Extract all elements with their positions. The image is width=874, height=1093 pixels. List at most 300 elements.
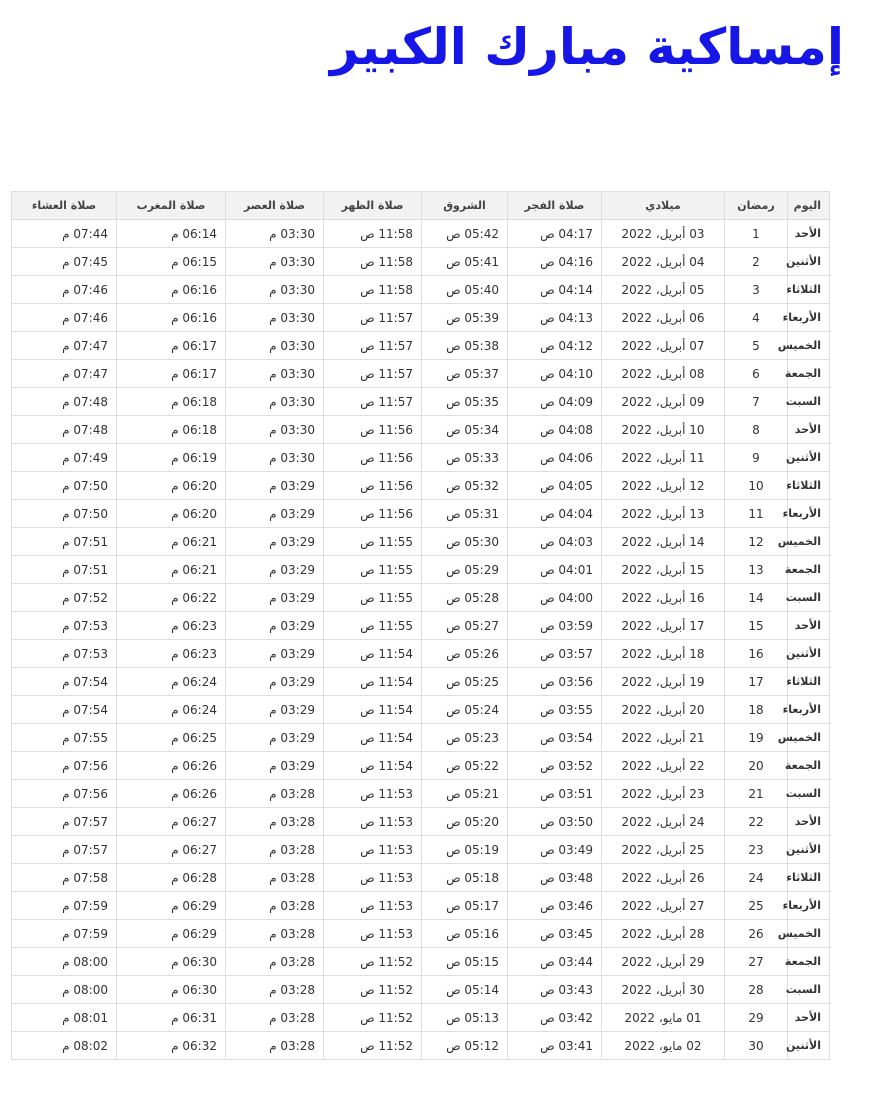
maghrib-cell: 06:28 م — [117, 864, 226, 892]
ramadan-day-cell: 14 — [725, 584, 788, 612]
table-row — [12, 248, 830, 276]
gregorian-date-cell: 19 أبريل، 2022 — [602, 668, 725, 696]
day-cell: الأحد — [788, 220, 830, 248]
isha-cell: 07:53 م — [12, 640, 117, 668]
gregorian-date-cell: 26 أبريل، 2022 — [602, 864, 725, 892]
ramadan-day-cell: 22 — [725, 808, 788, 836]
fajr-cell: 03:50 ص — [508, 808, 602, 836]
isha-cell: 07:44 م — [12, 220, 117, 248]
ramadan-day-cell: 30 — [725, 1032, 788, 1060]
maghrib-cell: 06:20 م — [117, 472, 226, 500]
day-cell: السبت — [788, 780, 830, 808]
ramadan-day-cell: 4 — [725, 304, 788, 332]
ramadan-day-cell: 26 — [725, 920, 788, 948]
maghrib-cell: 06:32 م — [117, 1032, 226, 1060]
fajr-cell: 04:17 ص — [508, 220, 602, 248]
table-row — [12, 388, 830, 416]
sunrise-cell: 05:42 ص — [422, 220, 508, 248]
gregorian-date-cell: 08 أبريل، 2022 — [602, 360, 725, 388]
day-cell: الجمعة — [788, 556, 830, 584]
table-row — [12, 500, 830, 528]
fajr-cell: 03:57 ص — [508, 640, 602, 668]
gregorian-date-cell: 06 أبريل، 2022 — [602, 304, 725, 332]
asr-cell: 03:30 م — [226, 248, 324, 276]
day-cell: الجمعة — [788, 752, 830, 780]
sunrise-cell: 05:39 ص — [422, 304, 508, 332]
isha-cell: 07:59 م — [12, 892, 117, 920]
table-row — [12, 416, 830, 444]
asr-cell: 03:29 م — [226, 528, 324, 556]
isha-cell: 08:02 م — [12, 1032, 117, 1060]
isha-cell: 07:46 م — [12, 304, 117, 332]
gregorian-date-cell: 22 أبريل، 2022 — [602, 752, 725, 780]
maghrib-cell: 06:16 م — [117, 276, 226, 304]
isha-cell: 07:56 م — [12, 780, 117, 808]
ramadan-day-cell: 29 — [725, 1004, 788, 1032]
table-row — [12, 612, 830, 640]
table-row — [12, 920, 830, 948]
fajr-cell: 03:43 ص — [508, 976, 602, 1004]
day-cell: الأحد — [788, 612, 830, 640]
prayer-times-table — [11, 191, 830, 1060]
fajr-cell: 03:55 ص — [508, 696, 602, 724]
ramadan-day-cell: 2 — [725, 248, 788, 276]
asr-cell: 03:29 م — [226, 752, 324, 780]
day-cell: الأحد — [788, 808, 830, 836]
gregorian-date-cell: 27 أبريل، 2022 — [602, 892, 725, 920]
isha-cell: 08:00 م — [12, 976, 117, 1004]
sunrise-cell: 05:40 ص — [422, 276, 508, 304]
fajr-cell: 04:09 ص — [508, 388, 602, 416]
isha-cell: 07:54 م — [12, 696, 117, 724]
day-cell: الأثنين — [788, 640, 830, 668]
maghrib-cell: 06:18 م — [117, 416, 226, 444]
maghrib-cell: 06:26 م — [117, 752, 226, 780]
gregorian-date-cell: 07 أبريل، 2022 — [602, 332, 725, 360]
isha-cell: 07:58 م — [12, 864, 117, 892]
dhuhr-cell: 11:56 ص — [324, 500, 422, 528]
maghrib-cell: 06:27 م — [117, 836, 226, 864]
gregorian-date-cell: 14 أبريل، 2022 — [602, 528, 725, 556]
maghrib-cell: 06:19 م — [117, 444, 226, 472]
table-row — [12, 696, 830, 724]
fajr-cell: 04:14 ص — [508, 276, 602, 304]
maghrib-cell: 06:24 م — [117, 696, 226, 724]
maghrib-cell: 06:29 م — [117, 892, 226, 920]
header-sunrise: الشروق — [422, 192, 508, 220]
isha-cell: 07:46 م — [12, 276, 117, 304]
sunrise-cell: 05:14 ص — [422, 976, 508, 1004]
table-row — [12, 724, 830, 752]
table-row — [12, 640, 830, 668]
isha-cell: 07:48 م — [12, 416, 117, 444]
dhuhr-cell: 11:58 ص — [324, 276, 422, 304]
sunrise-cell: 05:21 ص — [422, 780, 508, 808]
dhuhr-cell: 11:52 ص — [324, 976, 422, 1004]
gregorian-date-cell: 02 مايو، 2022 — [602, 1032, 725, 1060]
table-row — [12, 836, 830, 864]
maghrib-cell: 06:20 م — [117, 500, 226, 528]
maghrib-cell: 06:30 م — [117, 948, 226, 976]
table-row — [12, 304, 830, 332]
gregorian-date-cell: 03 أبريل، 2022 — [602, 220, 725, 248]
dhuhr-cell: 11:52 ص — [324, 948, 422, 976]
gregorian-date-cell: 01 مايو، 2022 — [602, 1004, 725, 1032]
sunrise-cell: 05:37 ص — [422, 360, 508, 388]
fajr-cell: 03:51 ص — [508, 780, 602, 808]
table-row — [12, 584, 830, 612]
day-cell: الخميس — [788, 332, 830, 360]
fajr-cell: 04:16 ص — [508, 248, 602, 276]
dhuhr-cell: 11:55 ص — [324, 584, 422, 612]
dhuhr-cell: 11:56 ص — [324, 444, 422, 472]
maghrib-cell: 06:24 م — [117, 668, 226, 696]
sunrise-cell: 05:17 ص — [422, 892, 508, 920]
ramadan-day-cell: 18 — [725, 696, 788, 724]
day-cell: الثلاثاء — [788, 668, 830, 696]
isha-cell: 07:57 م — [12, 836, 117, 864]
day-cell: الأربعاء — [788, 696, 830, 724]
isha-cell: 07:55 م — [12, 724, 117, 752]
asr-cell: 03:29 م — [226, 668, 324, 696]
ramadan-day-cell: 3 — [725, 276, 788, 304]
asr-cell: 03:29 م — [226, 472, 324, 500]
day-cell: الثلاثاء — [788, 276, 830, 304]
gregorian-date-cell: 12 أبريل، 2022 — [602, 472, 725, 500]
gregorian-date-cell: 05 أبريل، 2022 — [602, 276, 725, 304]
maghrib-cell: 06:17 م — [117, 360, 226, 388]
ramadan-day-cell: 15 — [725, 612, 788, 640]
sunrise-cell: 05:41 ص — [422, 248, 508, 276]
table-row — [12, 556, 830, 584]
table-row — [12, 472, 830, 500]
page-title: إمساكية مبارك الكبير — [329, 18, 844, 76]
sunrise-cell: 05:22 ص — [422, 752, 508, 780]
maghrib-cell: 06:15 م — [117, 248, 226, 276]
maghrib-cell: 06:14 م — [117, 220, 226, 248]
asr-cell: 03:29 م — [226, 724, 324, 752]
maghrib-cell: 06:16 م — [117, 304, 226, 332]
gregorian-date-cell: 24 أبريل، 2022 — [602, 808, 725, 836]
dhuhr-cell: 11:53 ص — [324, 920, 422, 948]
asr-cell: 03:30 م — [226, 360, 324, 388]
day-cell: الأحد — [788, 416, 830, 444]
day-cell: الأثنين — [788, 248, 830, 276]
prayer-times-table-container — [11, 191, 829, 1060]
gregorian-date-cell: 09 أبريل، 2022 — [602, 388, 725, 416]
dhuhr-cell: 11:53 ص — [324, 864, 422, 892]
day-cell: السبت — [788, 976, 830, 1004]
isha-cell: 07:48 م — [12, 388, 117, 416]
ramadan-day-cell: 27 — [725, 948, 788, 976]
sunrise-cell: 05:25 ص — [422, 668, 508, 696]
asr-cell: 03:29 م — [226, 696, 324, 724]
isha-cell: 07:47 م — [12, 332, 117, 360]
dhuhr-cell: 11:54 ص — [324, 640, 422, 668]
asr-cell: 03:28 م — [226, 780, 324, 808]
ramadan-day-cell: 23 — [725, 836, 788, 864]
table-row — [12, 668, 830, 696]
header-fajr: صلاة الفجر — [508, 192, 602, 220]
maghrib-cell: 06:22 م — [117, 584, 226, 612]
fajr-cell: 04:05 ص — [508, 472, 602, 500]
asr-cell: 03:28 م — [226, 864, 324, 892]
asr-cell: 03:28 م — [226, 920, 324, 948]
ramadan-day-cell: 6 — [725, 360, 788, 388]
maghrib-cell: 06:30 م — [117, 976, 226, 1004]
sunrise-cell: 05:26 ص — [422, 640, 508, 668]
asr-cell: 03:28 م — [226, 976, 324, 1004]
dhuhr-cell: 11:53 ص — [324, 836, 422, 864]
header-gregorian: ميلادي — [602, 192, 725, 220]
maghrib-cell: 06:17 م — [117, 332, 226, 360]
asr-cell: 03:30 م — [226, 276, 324, 304]
header-asr: صلاة العصر — [226, 192, 324, 220]
asr-cell: 03:30 م — [226, 388, 324, 416]
isha-cell: 07:47 م — [12, 360, 117, 388]
asr-cell: 03:30 م — [226, 220, 324, 248]
sunrise-cell: 05:34 ص — [422, 416, 508, 444]
isha-cell: 07:45 م — [12, 248, 117, 276]
dhuhr-cell: 11:52 ص — [324, 1004, 422, 1032]
header-isha: صلاة العشاء — [12, 192, 117, 220]
table-row — [12, 220, 830, 248]
sunrise-cell: 05:16 ص — [422, 920, 508, 948]
isha-cell: 08:01 م — [12, 1004, 117, 1032]
maghrib-cell: 06:29 م — [117, 920, 226, 948]
sunrise-cell: 05:24 ص — [422, 696, 508, 724]
fajr-cell: 03:49 ص — [508, 836, 602, 864]
fajr-cell: 03:45 ص — [508, 920, 602, 948]
dhuhr-cell: 11:53 ص — [324, 892, 422, 920]
gregorian-date-cell: 23 أبريل، 2022 — [602, 780, 725, 808]
day-cell: الجمعة — [788, 948, 830, 976]
isha-cell: 07:52 م — [12, 584, 117, 612]
fajr-cell: 03:54 ص — [508, 724, 602, 752]
table-header-row — [12, 192, 830, 220]
asr-cell: 03:28 م — [226, 1032, 324, 1060]
day-cell: الأربعاء — [788, 304, 830, 332]
ramadan-day-cell: 9 — [725, 444, 788, 472]
asr-cell: 03:28 م — [226, 808, 324, 836]
dhuhr-cell: 11:52 ص — [324, 1032, 422, 1060]
sunrise-cell: 05:12 ص — [422, 1032, 508, 1060]
ramadan-day-cell: 28 — [725, 976, 788, 1004]
header-maghrib: صلاة المغرب — [117, 192, 226, 220]
table-body — [12, 220, 830, 1060]
header-dhuhr: صلاة الظهر — [324, 192, 422, 220]
table-row — [12, 892, 830, 920]
day-cell: الجمعة — [788, 360, 830, 388]
dhuhr-cell: 11:56 ص — [324, 416, 422, 444]
asr-cell: 03:29 م — [226, 500, 324, 528]
fajr-cell: 03:59 ص — [508, 612, 602, 640]
fajr-cell: 03:41 ص — [508, 1032, 602, 1060]
asr-cell: 03:28 م — [226, 836, 324, 864]
asr-cell: 03:29 م — [226, 584, 324, 612]
table-row — [12, 808, 830, 836]
gregorian-date-cell: 30 أبريل، 2022 — [602, 976, 725, 1004]
maghrib-cell: 06:25 م — [117, 724, 226, 752]
fajr-cell: 04:13 ص — [508, 304, 602, 332]
asr-cell: 03:30 م — [226, 304, 324, 332]
gregorian-date-cell: 13 أبريل، 2022 — [602, 500, 725, 528]
sunrise-cell: 05:38 ص — [422, 332, 508, 360]
sunrise-cell: 05:29 ص — [422, 556, 508, 584]
isha-cell: 07:49 م — [12, 444, 117, 472]
day-cell: الأحد — [788, 1004, 830, 1032]
table-row — [12, 976, 830, 1004]
maghrib-cell: 06:21 م — [117, 528, 226, 556]
fajr-cell: 03:52 ص — [508, 752, 602, 780]
dhuhr-cell: 11:54 ص — [324, 752, 422, 780]
sunrise-cell: 05:28 ص — [422, 584, 508, 612]
gregorian-date-cell: 15 أبريل، 2022 — [602, 556, 725, 584]
day-cell: الخميس — [788, 724, 830, 752]
ramadan-day-cell: 1 — [725, 220, 788, 248]
gregorian-date-cell: 25 أبريل، 2022 — [602, 836, 725, 864]
day-cell: السبت — [788, 388, 830, 416]
ramadan-day-cell: 10 — [725, 472, 788, 500]
dhuhr-cell: 11:57 ص — [324, 388, 422, 416]
table-row — [12, 1004, 830, 1032]
isha-cell: 07:51 م — [12, 528, 117, 556]
day-cell: الثلاثاء — [788, 864, 830, 892]
sunrise-cell: 05:18 ص — [422, 864, 508, 892]
maghrib-cell: 06:27 م — [117, 808, 226, 836]
fajr-cell: 04:12 ص — [508, 332, 602, 360]
dhuhr-cell: 11:54 ص — [324, 724, 422, 752]
dhuhr-cell: 11:54 ص — [324, 696, 422, 724]
asr-cell: 03:30 م — [226, 444, 324, 472]
table-row — [12, 528, 830, 556]
table-row — [12, 780, 830, 808]
fajr-cell: 04:08 ص — [508, 416, 602, 444]
dhuhr-cell: 11:57 ص — [324, 304, 422, 332]
fajr-cell: 03:48 ص — [508, 864, 602, 892]
ramadan-day-cell: 13 — [725, 556, 788, 584]
maghrib-cell: 06:18 م — [117, 388, 226, 416]
gregorian-date-cell: 28 أبريل، 2022 — [602, 920, 725, 948]
day-cell: الخميس — [788, 528, 830, 556]
gregorian-date-cell: 04 أبريل، 2022 — [602, 248, 725, 276]
ramadan-day-cell: 24 — [725, 864, 788, 892]
day-cell: السبت — [788, 584, 830, 612]
fajr-cell: 04:06 ص — [508, 444, 602, 472]
table-row — [12, 332, 830, 360]
sunrise-cell: 05:13 ص — [422, 1004, 508, 1032]
fajr-cell: 03:56 ص — [508, 668, 602, 696]
day-cell: الأثنين — [788, 836, 830, 864]
fajr-cell: 03:46 ص — [508, 892, 602, 920]
isha-cell: 07:53 م — [12, 612, 117, 640]
gregorian-date-cell: 11 أبريل، 2022 — [602, 444, 725, 472]
sunrise-cell: 05:30 ص — [422, 528, 508, 556]
gregorian-date-cell: 21 أبريل، 2022 — [602, 724, 725, 752]
maghrib-cell: 06:23 م — [117, 640, 226, 668]
asr-cell: 03:28 م — [226, 1004, 324, 1032]
dhuhr-cell: 11:53 ص — [324, 780, 422, 808]
ramadan-day-cell: 20 — [725, 752, 788, 780]
isha-cell: 07:59 م — [12, 920, 117, 948]
gregorian-date-cell: 18 أبريل، 2022 — [602, 640, 725, 668]
maghrib-cell: 06:23 م — [117, 612, 226, 640]
dhuhr-cell: 11:56 ص — [324, 472, 422, 500]
asr-cell: 03:29 م — [226, 640, 324, 668]
ramadan-day-cell: 17 — [725, 668, 788, 696]
table-row — [12, 864, 830, 892]
fajr-cell: 04:04 ص — [508, 500, 602, 528]
asr-cell: 03:30 م — [226, 416, 324, 444]
isha-cell: 07:51 م — [12, 556, 117, 584]
dhuhr-cell: 11:58 ص — [324, 220, 422, 248]
dhuhr-cell: 11:58 ص — [324, 248, 422, 276]
asr-cell: 03:29 م — [226, 612, 324, 640]
fajr-cell: 04:01 ص — [508, 556, 602, 584]
table-row — [12, 752, 830, 780]
gregorian-date-cell: 20 أبريل، 2022 — [602, 696, 725, 724]
table-row — [12, 276, 830, 304]
sunrise-cell: 05:27 ص — [422, 612, 508, 640]
fajr-cell: 04:00 ص — [508, 584, 602, 612]
table-row — [12, 444, 830, 472]
asr-cell: 03:30 م — [226, 332, 324, 360]
header-ramadan: رمضان — [725, 192, 788, 220]
day-cell: الأربعاء — [788, 892, 830, 920]
day-cell: الأثنين — [788, 444, 830, 472]
isha-cell: 07:50 م — [12, 500, 117, 528]
ramadan-day-cell: 25 — [725, 892, 788, 920]
gregorian-date-cell: 29 أبريل، 2022 — [602, 948, 725, 976]
dhuhr-cell: 11:57 ص — [324, 332, 422, 360]
day-cell: الثلاثاء — [788, 472, 830, 500]
ramadan-day-cell: 21 — [725, 780, 788, 808]
fajr-cell: 04:03 ص — [508, 528, 602, 556]
ramadan-day-cell: 7 — [725, 388, 788, 416]
gregorian-date-cell: 17 أبريل، 2022 — [602, 612, 725, 640]
sunrise-cell: 05:35 ص — [422, 388, 508, 416]
day-cell: الأربعاء — [788, 500, 830, 528]
gregorian-date-cell: 10 أبريل، 2022 — [602, 416, 725, 444]
dhuhr-cell: 11:53 ص — [324, 808, 422, 836]
isha-cell: 08:00 م — [12, 948, 117, 976]
asr-cell: 03:29 م — [226, 556, 324, 584]
table-row — [12, 948, 830, 976]
sunrise-cell: 05:32 ص — [422, 472, 508, 500]
sunrise-cell: 05:20 ص — [422, 808, 508, 836]
sunrise-cell: 05:15 ص — [422, 948, 508, 976]
fajr-cell: 03:44 ص — [508, 948, 602, 976]
dhuhr-cell: 11:54 ص — [324, 668, 422, 696]
table-row — [12, 1032, 830, 1060]
maghrib-cell: 06:31 م — [117, 1004, 226, 1032]
day-cell: الخميس — [788, 920, 830, 948]
table-row — [12, 360, 830, 388]
day-cell: الأثنين — [788, 1032, 830, 1060]
asr-cell: 03:28 م — [226, 948, 324, 976]
ramadan-day-cell: 8 — [725, 416, 788, 444]
isha-cell: 07:50 م — [12, 472, 117, 500]
ramadan-day-cell: 12 — [725, 528, 788, 556]
asr-cell: 03:28 م — [226, 892, 324, 920]
gregorian-date-cell: 16 أبريل، 2022 — [602, 584, 725, 612]
dhuhr-cell: 11:55 ص — [324, 612, 422, 640]
sunrise-cell: 05:33 ص — [422, 444, 508, 472]
isha-cell: 07:57 م — [12, 808, 117, 836]
sunrise-cell: 05:23 ص — [422, 724, 508, 752]
sunrise-cell: 05:31 ص — [422, 500, 508, 528]
sunrise-cell: 05:19 ص — [422, 836, 508, 864]
